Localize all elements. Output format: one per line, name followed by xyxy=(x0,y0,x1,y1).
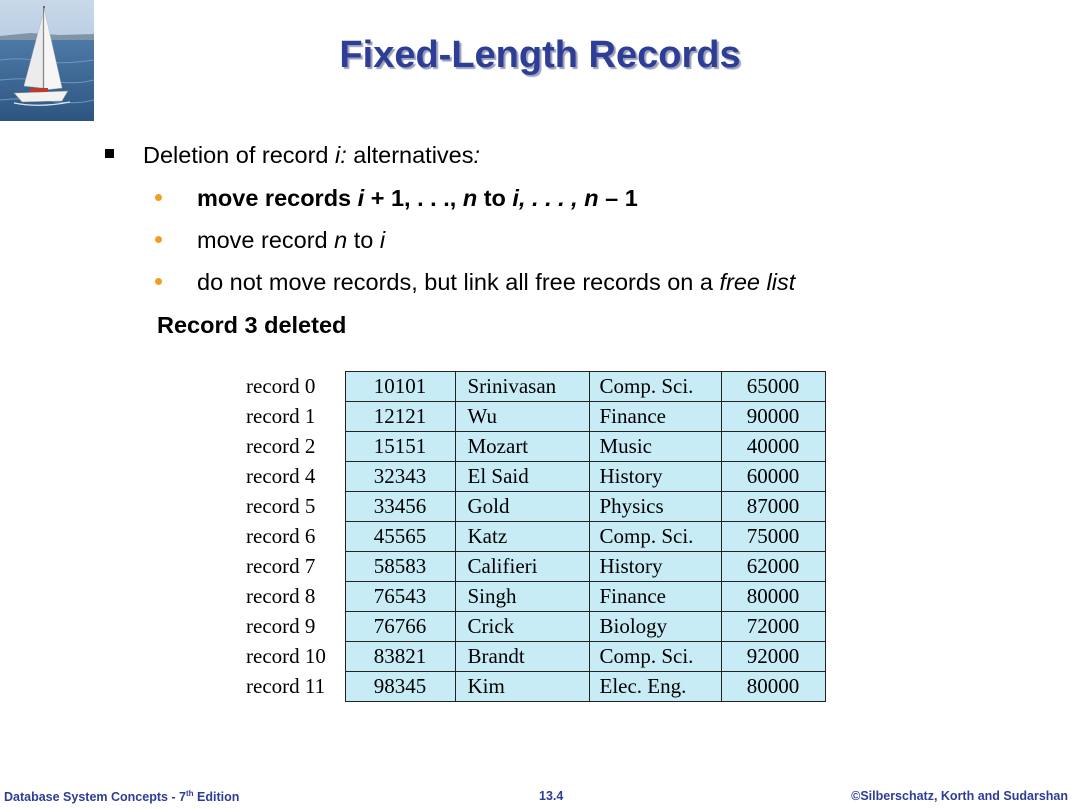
salary-cell: 65000 xyxy=(721,372,825,402)
dept-cell: Comp. Sci. xyxy=(589,372,721,402)
dot-bullet-icon xyxy=(155,194,162,201)
table-row xyxy=(242,372,825,402)
bullet-move-record-n: move record n to i xyxy=(197,227,386,253)
record-label: record 1 xyxy=(242,402,345,432)
record-label: record 7 xyxy=(242,552,345,582)
footer-page-number: 13.4 xyxy=(539,789,564,803)
id-cell: 12121 xyxy=(345,402,455,432)
id-cell: 58583 xyxy=(345,552,455,582)
table-row xyxy=(242,642,825,672)
footer-copyright: ©Silberschatz, Korth and Sudarshan xyxy=(851,789,1068,803)
name-cell: Gold xyxy=(455,492,589,522)
record-label: record 6 xyxy=(242,522,345,552)
dept-cell: Physics xyxy=(589,492,721,522)
dept-cell: Music xyxy=(589,432,721,462)
salary-cell: 60000 xyxy=(721,462,825,492)
record-label: record 5 xyxy=(242,492,345,522)
dept-cell: Elec. Eng. xyxy=(589,672,721,702)
table-row xyxy=(242,492,825,522)
id-cell: 10101 xyxy=(345,372,455,402)
table-row xyxy=(242,552,825,582)
id-cell: 98345 xyxy=(345,672,455,702)
id-cell: 83821 xyxy=(345,642,455,672)
salary-cell: 92000 xyxy=(721,642,825,672)
record-table-body xyxy=(242,372,825,702)
record-deleted-note: Record 3 deleted xyxy=(157,312,347,338)
record-label: record 11 xyxy=(242,672,345,702)
table-row xyxy=(242,672,825,702)
dept-cell: History xyxy=(589,462,721,492)
dept-cell: Biology xyxy=(589,612,721,642)
id-cell: 32343 xyxy=(345,462,455,492)
name-cell: Kim xyxy=(455,672,589,702)
table-row xyxy=(242,612,825,642)
dept-cell: Finance xyxy=(589,402,721,432)
record-label: record 4 xyxy=(242,462,345,492)
name-cell: Singh xyxy=(455,582,589,612)
id-cell: 33456 xyxy=(345,492,455,522)
slide-title: Fixed-Length Records xyxy=(339,34,741,76)
record-label: record 2 xyxy=(242,432,345,462)
salary-cell: 90000 xyxy=(721,402,825,432)
id-cell: 45565 xyxy=(345,522,455,552)
id-cell: 76766 xyxy=(345,612,455,642)
salary-cell: 87000 xyxy=(721,492,825,522)
dept-cell: Comp. Sci. xyxy=(589,522,721,552)
dept-cell: Comp. Sci. xyxy=(589,642,721,672)
dept-cell: Finance xyxy=(589,582,721,612)
record-label: record 0 xyxy=(242,372,345,402)
dot-bullet-icon xyxy=(155,278,162,285)
id-cell: 15151 xyxy=(345,432,455,462)
salary-cell: 72000 xyxy=(721,612,825,642)
bullet-move-records: move records i + 1, . . ., n to i, . . . , n – 1 xyxy=(197,185,638,211)
name-cell: Wu xyxy=(455,402,589,432)
salary-cell: 80000 xyxy=(721,672,825,702)
footer-book-title: Database System Concepts - 7th Edition xyxy=(4,789,240,805)
bullet-free-list: do not move records, but link all free records on a free list xyxy=(197,269,796,295)
square-bullet-icon xyxy=(105,149,114,158)
name-cell: Mozart xyxy=(455,432,589,462)
name-cell: El Said xyxy=(455,462,589,492)
dept-cell: History xyxy=(589,552,721,582)
table-row xyxy=(242,462,825,492)
table-row xyxy=(242,582,825,612)
name-cell: Crick xyxy=(455,612,589,642)
record-table xyxy=(242,371,826,702)
record-label: record 10 xyxy=(242,642,345,672)
name-cell: Katz xyxy=(455,522,589,552)
record-label: record 8 xyxy=(242,582,345,612)
table-row xyxy=(242,402,825,432)
name-cell: Srinivasan xyxy=(455,372,589,402)
name-cell: Brandt xyxy=(455,642,589,672)
salary-cell: 75000 xyxy=(721,522,825,552)
salary-cell: 62000 xyxy=(721,552,825,582)
bullet-deletion: Deletion of record i: alternatives: xyxy=(143,142,481,168)
record-label: record 9 xyxy=(242,612,345,642)
salary-cell: 80000 xyxy=(721,582,825,612)
table-row xyxy=(242,432,825,462)
name-cell: Califieri xyxy=(455,552,589,582)
table-row xyxy=(242,522,825,552)
dot-bullet-icon xyxy=(155,236,162,243)
id-cell: 76543 xyxy=(345,582,455,612)
salary-cell: 40000 xyxy=(721,432,825,462)
